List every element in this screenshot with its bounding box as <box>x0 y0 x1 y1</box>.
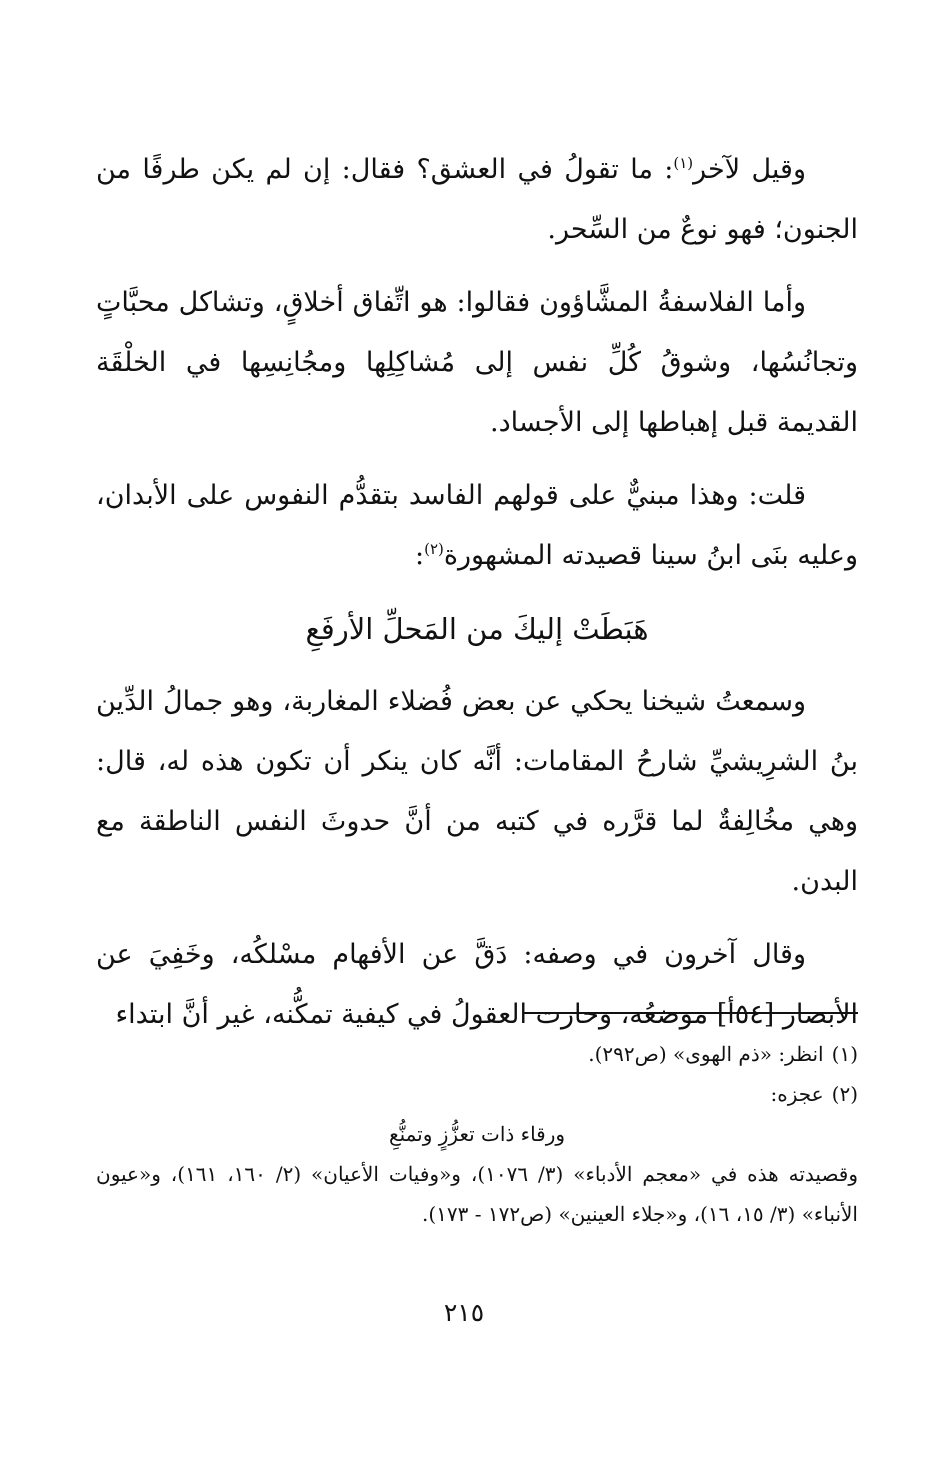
paragraph-5: وقال آخرون في وصفه: دَقَّ عن الأفهام مسْلكُه، وخَفِيَ عن الأبصار [٥٤أ] موضعُه، وحارت العقولُ في كيفية تمكُّنه، غير أنَّ ابتداء <box>96 939 858 1030</box>
footnote-1-number: (١) <box>831 1042 858 1066</box>
footnote-2-verse: ورقاء ذات تعزُّزٍ وتمنُّعِ <box>388 1122 566 1146</box>
footnote-2-text: عجزه: <box>770 1082 824 1106</box>
poem-verse: هَبَطَتْ إليكَ من المَحلِّ الأرفَعِ <box>305 612 649 646</box>
paragraph-3-end: : <box>414 540 425 571</box>
paragraph-3 <box>96 466 858 586</box>
paragraph-1-start: وقيل لآخر <box>693 154 807 185</box>
footnote-1-text: انظر: «ذم الهوى» (ص٢٩٢). <box>588 1042 824 1066</box>
footnote-1 <box>96 1034 858 1074</box>
footnote-2-continuation: وقصيدته هذه في «معجم الأدباء» (٣/ ١٠٧٦)، و«وفيات الأعيان» (٢/ ١٦٠، ١٦١)، و«عيون الأنباء» (٣/ ١٥، ١٦)، و«جلاء العينين» (ص١٧٢ - ١٧٣). <box>96 1162 859 1226</box>
page-number: ٢١٥ <box>443 1298 485 1327</box>
paragraph-1 <box>96 140 858 260</box>
main-text <box>96 140 858 1058</box>
footnote-2-number: (٢) <box>831 1082 858 1106</box>
paragraph-3-start: قلت: وهذا مبنيٌّ على قولهم الفاسد بتقدُّم النفوس على الأبدان، وعليه بنَى ابنُ سينا قصيدته المشهورة <box>96 480 858 571</box>
paragraph-2: وأما الفلاسفةُ المشَّاؤون فقالوا: هو اتِّفاق أخلاقٍ، وتشاكل محبَّاتٍ وتجانُسُها، وشوقُ كُلِّ نفس إلى مُشاكِلِها ومجُانِسِها في الخلْقَة القديمة قبل إهباطها إلى الأجساد. <box>96 287 858 438</box>
footnotes <box>96 1034 858 1234</box>
footnote-marker-2: (٢) <box>424 540 444 558</box>
footnote-2 <box>96 1074 858 1114</box>
paragraph-1-end: : ما تقولُ في العشق؟ فقال: إن لم يكن طرفًا من الجنون؛ فهو نوعٌ من السِّحر. <box>96 154 858 245</box>
footnote-marker-1: (١) <box>673 154 694 172</box>
paragraph-4: وسمعتُ شيخنا يحكي عن بعض فُضلاء المغاربة، وهو جمالُ الدِّين بنُ الشرِيشيِّ شارحُ المقامات: أنَّه كان ينكر أن تكون هذه له، قال: وهي مخُالِفةٌ لما قرَّره في كتبه من أنَّ حدوثَ النفس الناطقة مع البدن. <box>96 686 858 897</box>
footnote-separator <box>524 1012 858 1014</box>
